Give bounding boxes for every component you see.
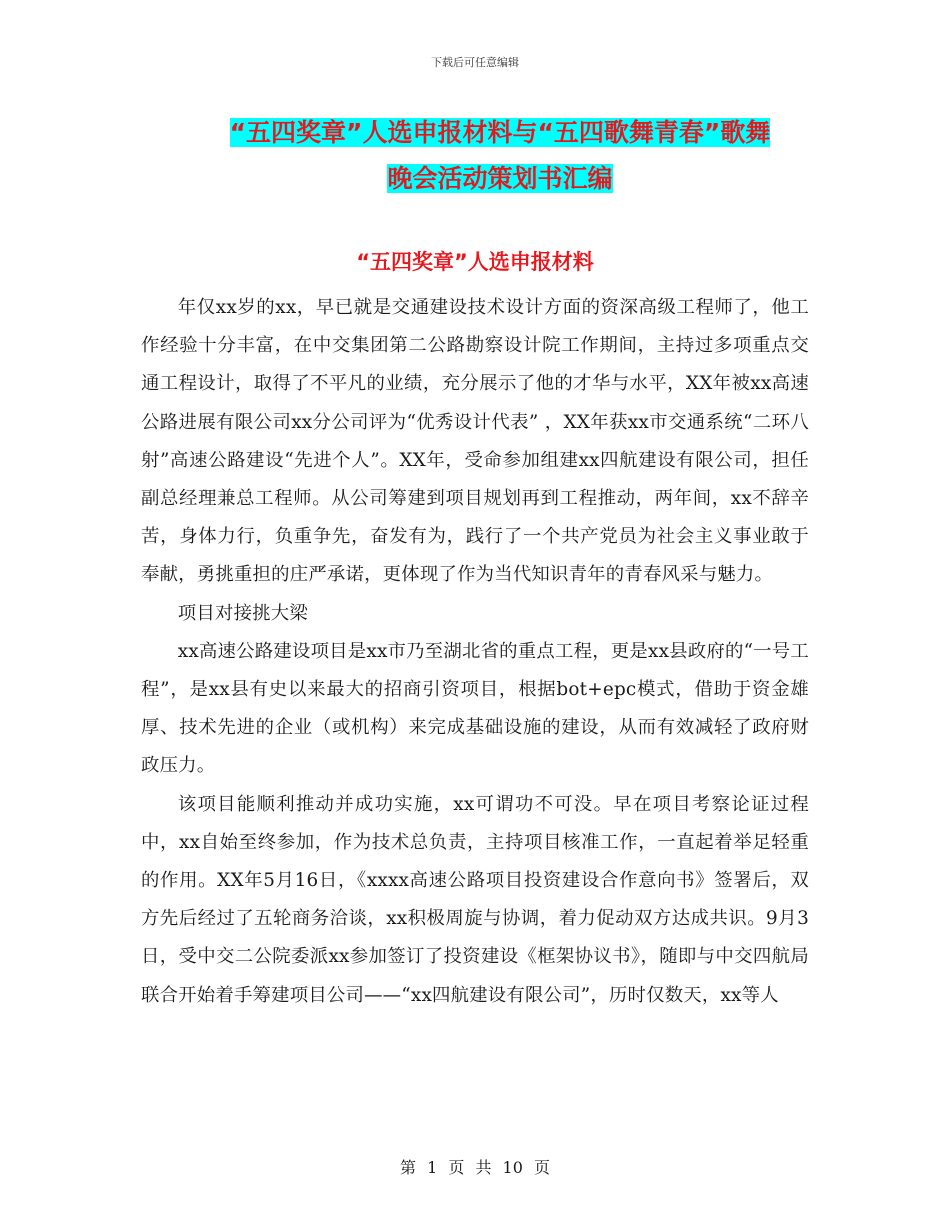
paragraph-progress: 该项目能顺利推动并成功实施，xx可谓功不可没。早在项目考察论证过程中，xx自始至终参加，作为技术总负责，主持项目核准工作，一直起着举足轻重的作用。XX年5月16日，《xxxx高速公路项目投资建设合作意向书》签署后，双方先后经过了五轮商务洽谈，xx积极周旋与协调，着力促动双方达成共识。9月3日，受中交二公院委派xx参加签订了投资建设《框架协议书》，随即与中交四航局联合开始着手筹建项目公司——“xx四航建设有限公司”，历时仅数天，xx等人 bbox=[141, 793, 809, 1006]
paragraph-subheading: 项目对接挑大梁 bbox=[177, 602, 308, 624]
document-title bbox=[140, 110, 860, 202]
page-number-footer: 第 1 页 共 10 页 bbox=[400, 1158, 550, 1177]
paragraph-project: xx高速公路建设项目是xx市乃至湖北省的重点工程，更是xx县政府的“一号工程”，是xx县有史以来最大的招商引资项目，根据bot+epc模式，借助于资金雄厚、技术先进的企业（或机构）来完成基础设施的建设，从而有效减轻了政府财政压力。 bbox=[141, 640, 809, 777]
paragraph-intro: 年仅xx岁的xx，早已就是交通建设技术设计方面的资深高级工程师了，他工作经验十分丰富，在中交集团第二公路勘察设计院工作期间，主持过多项重点交通工程设计，取得了不平凡的业绩，充分展示了他的才华与水平，XX年被xx高速公路进展有限公司xx分公司评为“优秀设计代表” ，XX年获xx市交通系统“二环八射”高速公路建设“先进个人”。XX年，受命参加组建xx四航建设有限公司，担任副总经理兼总工程师。从公司筹建到项目规划再到工程推动，两年间，xx不辞辛苦，身体力行，负重争先，奋发有为，践行了一个共产党员为社会主义事业敢于奉献，勇挑重担的庄严承诺，更体现了作为当代知识青年的青春风采与魅力。 bbox=[141, 297, 809, 586]
document-body bbox=[141, 289, 809, 1015]
page-header-note: 下载后可任意编辑 bbox=[431, 56, 519, 69]
document-title-line-2: 晚会活动策划书汇编 bbox=[387, 164, 613, 193]
document-title-line-1: “五四奖章”人选申报材料与“五四歌舞青春”歌舞 bbox=[229, 118, 771, 147]
section-title: “五四奖章”人选申报材料 bbox=[356, 250, 594, 274]
